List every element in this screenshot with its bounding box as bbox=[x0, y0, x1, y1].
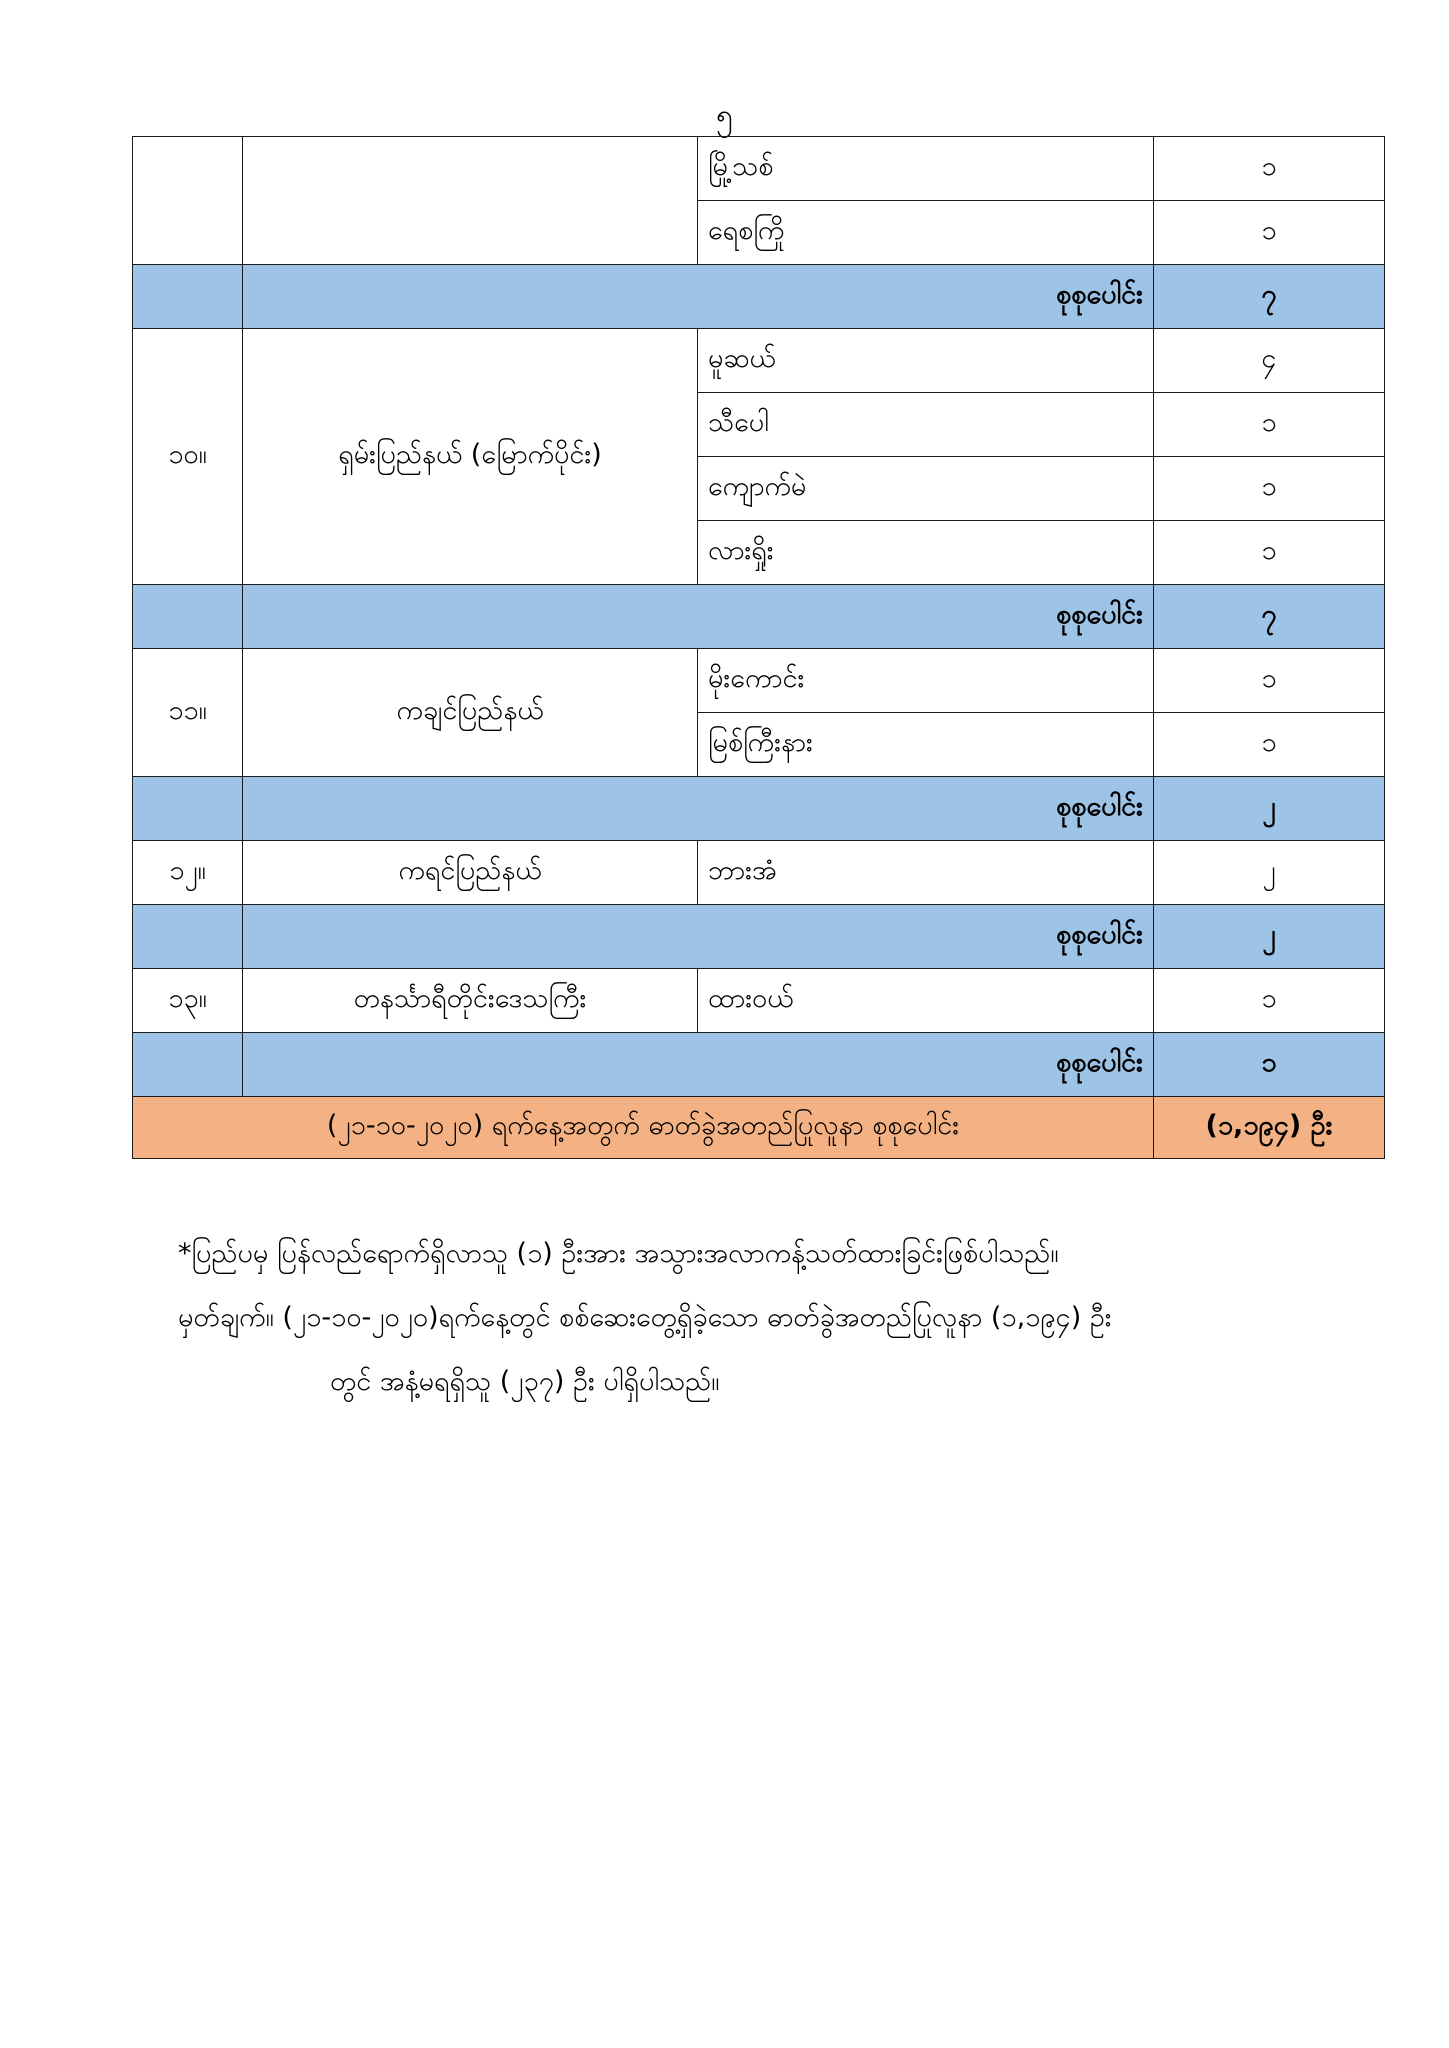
count-cell: ၁ bbox=[1154, 137, 1385, 201]
table-row bbox=[133, 329, 1385, 393]
region-cell bbox=[243, 137, 698, 265]
grand-total-label: (၂၁-၁၀-၂၀၂၀) ရက်နေ့အတွက် ဓာတ်ခွဲအတည်ပြုလူနာ စုစုပေါင်း bbox=[133, 1097, 1154, 1159]
page-number: ၅ bbox=[716, 98, 733, 133]
table-row bbox=[133, 969, 1385, 1033]
township-cell: ဘားအံ bbox=[698, 841, 1154, 905]
subtotal-value: ၂ bbox=[1154, 905, 1385, 969]
subtotal-label: စုစုပေါင်း bbox=[243, 585, 1154, 649]
table-row bbox=[133, 649, 1385, 713]
star-note: *ပြည်ပမှ ပြန်လည်ရောက်ရှိလာသူ (၁) ဦးအား အသွားအလာကန့်သတ်ထားခြင်းဖြစ်ပါသည်။ bbox=[178, 1238, 1059, 1269]
subtotal-row bbox=[133, 585, 1385, 649]
region-cell: ကရင်ပြည်နယ် bbox=[243, 841, 698, 905]
township-cell: မြစ်ကြီးနား bbox=[698, 713, 1154, 777]
count-cell: ၁ bbox=[1154, 969, 1385, 1033]
township-cell: မူဆယ် bbox=[698, 329, 1154, 393]
subtotal-empty-cell bbox=[133, 585, 243, 649]
subtotal-row bbox=[133, 1033, 1385, 1097]
remark-line-2: တွင် အနံ့မရရှိသူ (၂၃၇) ဦး ပါရှိပါသည်။ bbox=[330, 1366, 720, 1397]
grand-total-row bbox=[133, 1097, 1385, 1159]
subtotal-row bbox=[133, 777, 1385, 841]
subtotal-row bbox=[133, 905, 1385, 969]
township-cell: လားရှိုး bbox=[698, 521, 1154, 585]
subtotal-label: စုစုပေါင်း bbox=[243, 1033, 1154, 1097]
count-cell: ၄ bbox=[1154, 329, 1385, 393]
table-row bbox=[133, 841, 1385, 905]
township-cell: သီပေါ bbox=[698, 393, 1154, 457]
count-cell: ၁ bbox=[1154, 393, 1385, 457]
row-number-cell: ၁၃။ bbox=[133, 969, 243, 1033]
row-number-cell bbox=[133, 137, 243, 265]
township-cell: ထားဝယ် bbox=[698, 969, 1154, 1033]
count-cell: ၁ bbox=[1154, 201, 1385, 265]
subtotal-label: စုစုပေါင်း bbox=[243, 905, 1154, 969]
notes-section bbox=[178, 1222, 1378, 1414]
remark-line-1: မှတ်ချက်။ (၂၁-၁၀-၂၀၂၀)ရက်နေ့တွင် စစ်ဆေးတွေ့ရှိခဲ့သော ဓာတ်ခွဲအတည်ပြုလူနာ (၁,၁၉၄) ဦး bbox=[178, 1302, 1112, 1333]
subtotal-empty-cell bbox=[133, 1033, 243, 1097]
township-cell: မိုးကောင်း bbox=[698, 649, 1154, 713]
township-cell: ရေစကြို bbox=[698, 201, 1154, 265]
region-cell: တနင်္သာရီတိုင်းဒေသကြီး bbox=[243, 969, 698, 1033]
grand-total-value: (၁,၁၉၄) ဦး bbox=[1154, 1097, 1385, 1159]
count-cell: ၁ bbox=[1154, 649, 1385, 713]
township-cell: ကျောက်မဲ bbox=[698, 457, 1154, 521]
row-number-cell: ၁၀။ bbox=[133, 329, 243, 585]
subtotal-value: ၇ bbox=[1154, 265, 1385, 329]
subtotal-value: ၂ bbox=[1154, 777, 1385, 841]
region-cell: ရှမ်းပြည်နယ် (မြောက်ပိုင်း) bbox=[243, 329, 698, 585]
subtotal-empty-cell bbox=[133, 777, 243, 841]
subtotal-row bbox=[133, 265, 1385, 329]
table-row bbox=[133, 137, 1385, 201]
count-cell: ၁ bbox=[1154, 521, 1385, 585]
row-number-cell: ၁၁။ bbox=[133, 649, 243, 777]
cases-table bbox=[132, 136, 1385, 1159]
count-cell: ၁ bbox=[1154, 713, 1385, 777]
region-cell: ကချင်ပြည်နယ် bbox=[243, 649, 698, 777]
row-number-cell: ၁၂။ bbox=[133, 841, 243, 905]
subtotal-empty-cell bbox=[133, 265, 243, 329]
subtotal-value: ၇ bbox=[1154, 585, 1385, 649]
count-cell: ၁ bbox=[1154, 457, 1385, 521]
township-cell: မြို့သစ် bbox=[698, 137, 1154, 201]
subtotal-empty-cell bbox=[133, 905, 243, 969]
subtotal-value: ၁ bbox=[1154, 1033, 1385, 1097]
subtotal-label: စုစုပေါင်း bbox=[243, 777, 1154, 841]
count-cell: ၂ bbox=[1154, 841, 1385, 905]
subtotal-label: စုစုပေါင်း bbox=[243, 265, 1154, 329]
